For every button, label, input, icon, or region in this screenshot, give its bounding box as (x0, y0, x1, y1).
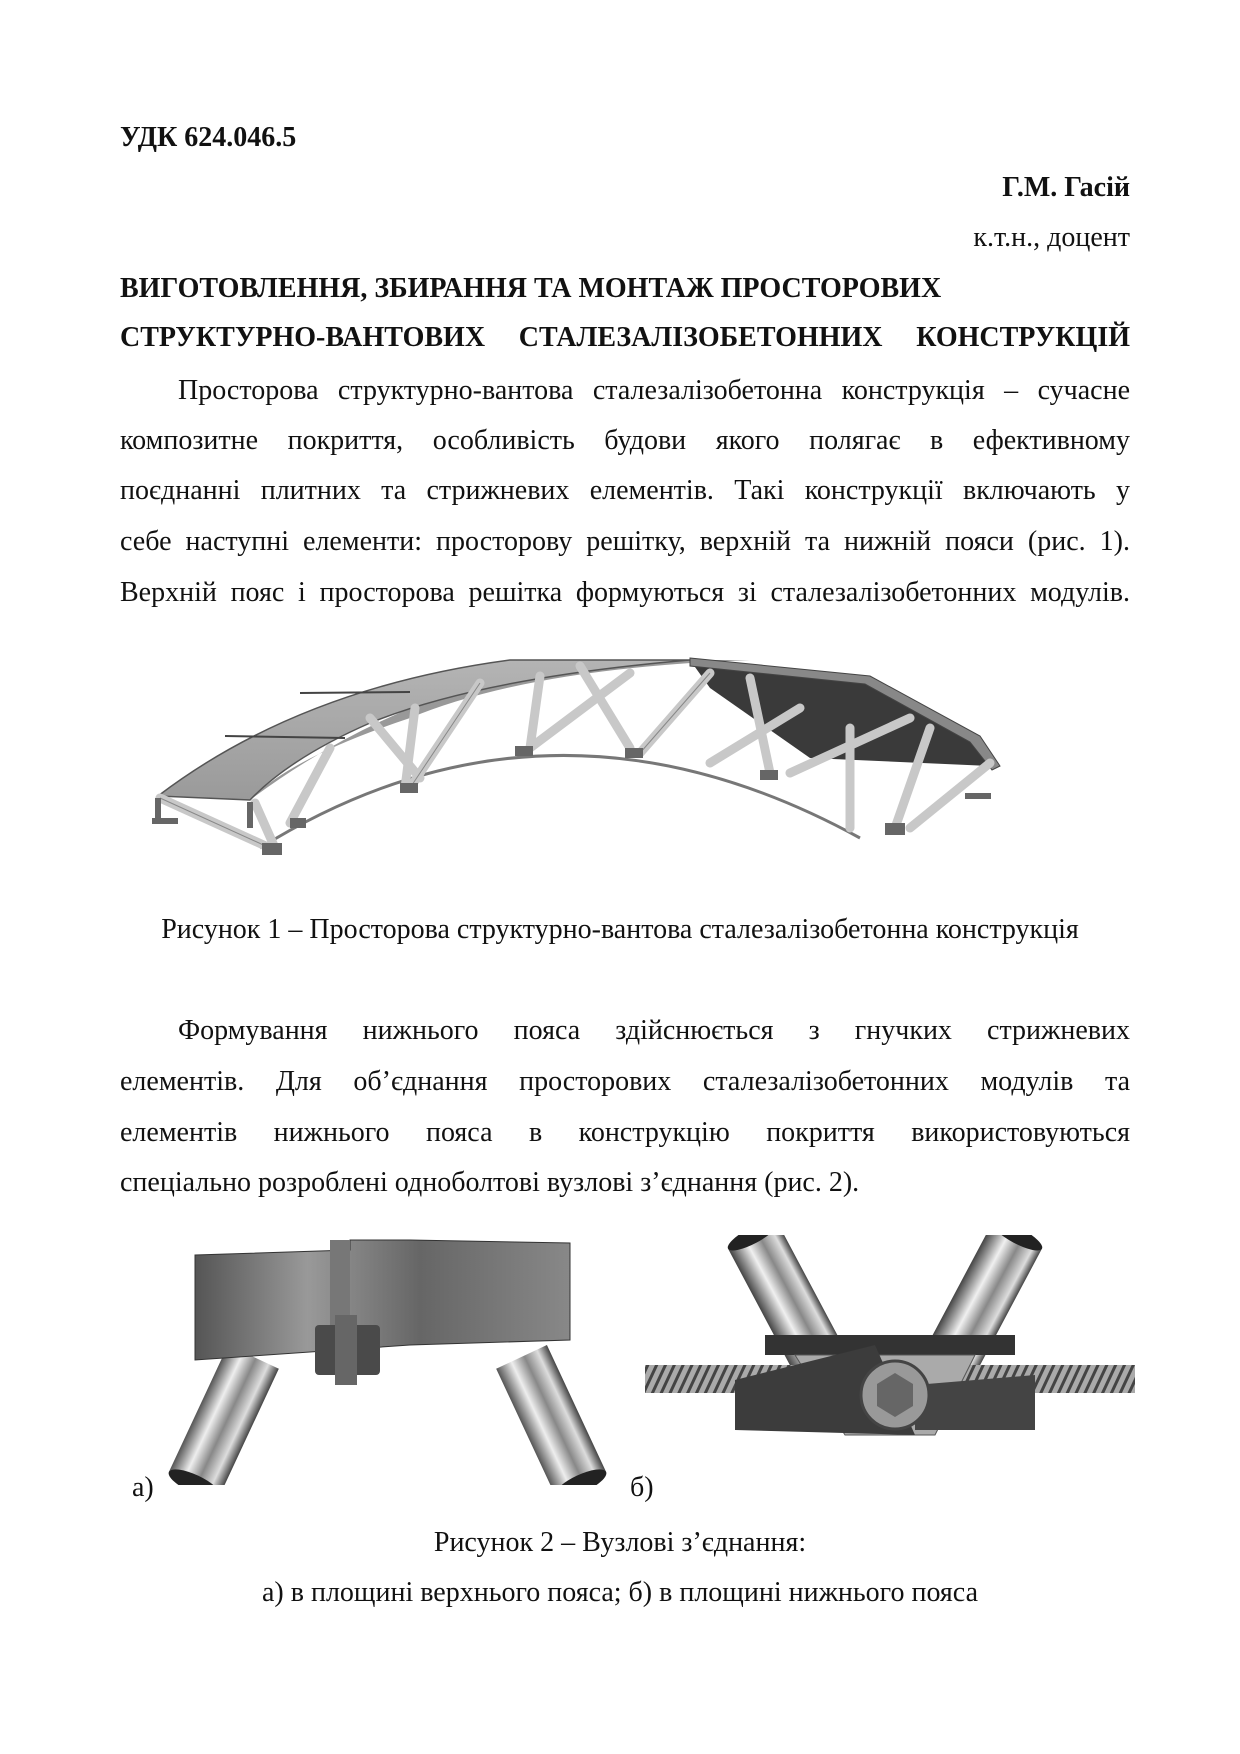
figure-1-caption: Рисунок 1 – Просторова структурно-вантова сталезалізобетонна конструкція (161, 914, 1079, 945)
paragraph-line: Верхній пояс і просторова решітка формуються зі сталезалізобетонних модулів. (120, 577, 1130, 608)
figure-2b-lower-node-image (645, 1235, 1135, 1475)
paragraph-line: елементів нижнього пояса в конструкцію покриття використовуються (120, 1117, 1130, 1148)
paragraph-line: спеціально розроблені одноболтові вузлові з’єднання (рис. 2). (120, 1167, 860, 1198)
paragraph-line: Формування нижнього пояса здійснюється з гнучких стрижневих (178, 1015, 1130, 1046)
figure-1-structure-image (150, 648, 1100, 873)
paragraph-line: композитне покриття, особливість будови якого полягає в ефективному (120, 425, 1130, 456)
paragraph-line: себе наступні елементи: просторову решітку, верхній та нижній пояси (рис. 1). (120, 526, 1130, 557)
paragraph-line: поєднанні плитних та стрижневих елементів. Такі конструкції включають у (120, 475, 1130, 506)
title-line-2: СТРУКТУРНО-ВАНТОВИХ СТАЛЕЗАЛІЗОБЕТОННИХ КОНСТРУКЦІЙ (120, 322, 1130, 353)
title-line-1: ВИГОТОВЛЕННЯ, ЗБИРАННЯ ТА МОНТАЖ ПРОСТОРОВИХ (120, 273, 942, 304)
figure-2-caption-line-1: Рисунок 2 – Вузлові з’єднання: (433, 1527, 807, 1558)
paragraph-line: Просторова структурно-вантова сталезалізобетонна конструкція – сучасне (178, 375, 1130, 406)
figure-2-caption-line-2: а) в площині верхнього пояса; б) в площині нижнього пояса (261, 1577, 978, 1608)
figure-2a-upper-node-image (150, 1235, 630, 1485)
author-degree: к.т.н., доцент (973, 222, 1130, 253)
udk-code: УДК 624.046.5 (120, 122, 297, 153)
figure-2a-label: а) (132, 1472, 154, 1503)
paragraph-line: елементів. Для об’єднання просторових сталезалізобетонних модулів та (120, 1066, 1130, 1097)
author-name: Г.М. Гасій (1002, 172, 1130, 203)
figure-2b-label: б) (630, 1472, 654, 1503)
